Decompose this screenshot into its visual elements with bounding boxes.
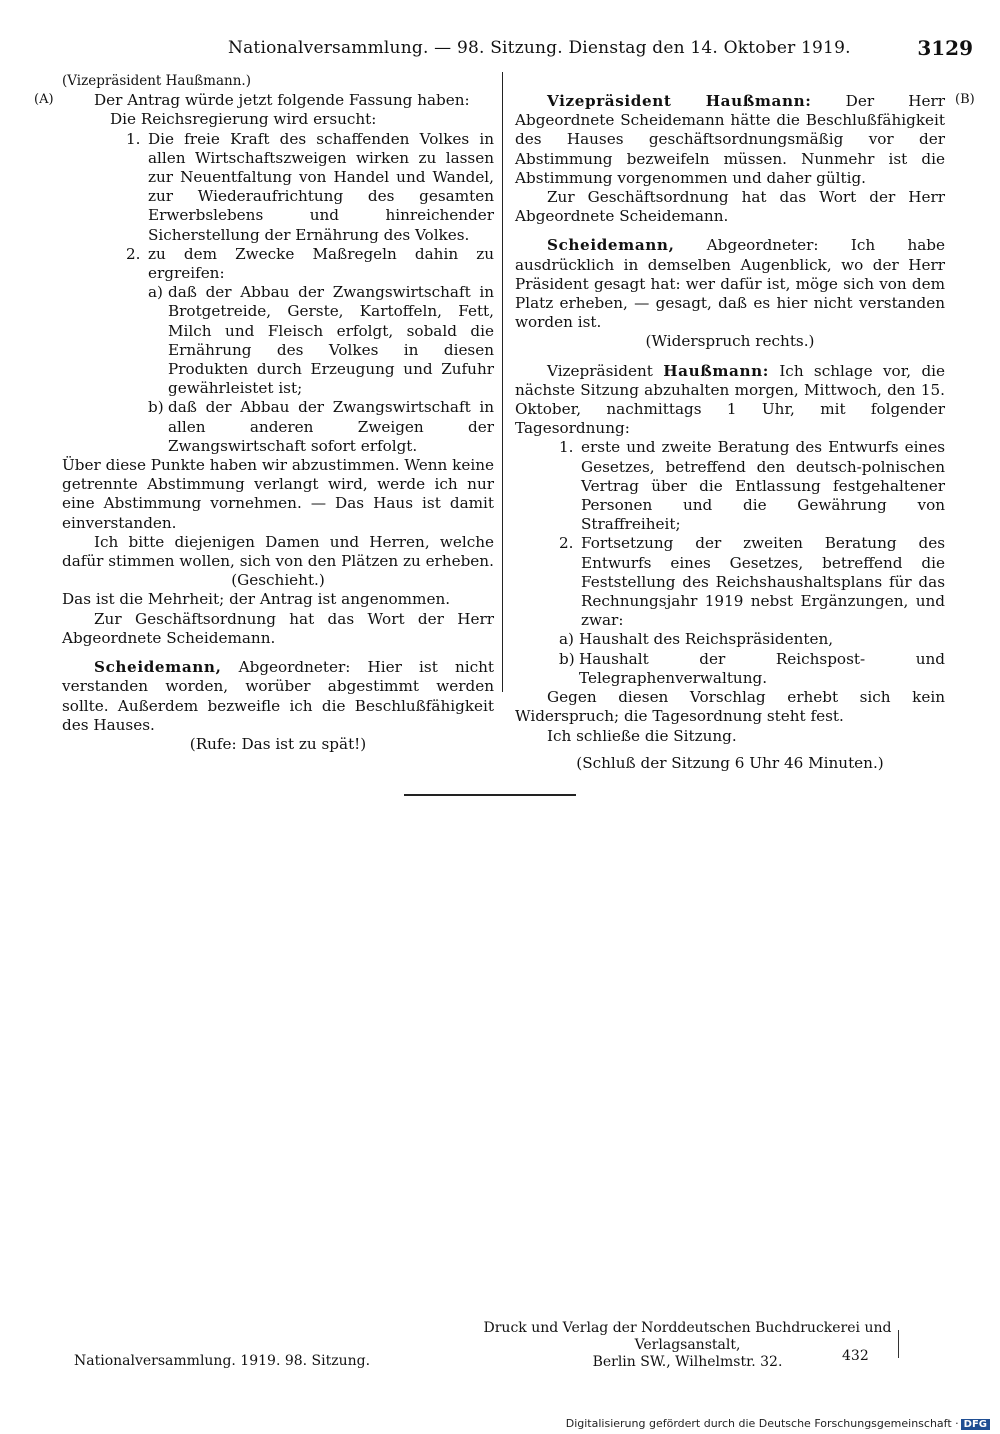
list-text: daß der Abbau der Zwangswirtschaft in allen anderen Zweigen der Zwangswirtschaft sofort erfolgt. xyxy=(168,398,494,455)
sub-list-item xyxy=(148,283,494,398)
speech-paragraph xyxy=(62,658,494,735)
list-text: erste und zweite Beratung des Entwurfs eines Gesetzes, betreffend den deutsch-polnischen Vertrag über die Entlassung festgehaltener Personen und die Gewährung von Straffreiheit; xyxy=(581,438,945,534)
speech-paragraph xyxy=(515,236,945,332)
left-column xyxy=(62,72,494,754)
list-text: Fortsetzung der zweiten Beratung des Entwurfs eines Gesetzes, betreffend die Feststellung des Reichshaushaltsplans für das Rechnungsjahr 1919 nebst Ergänzungen, und zwar: xyxy=(581,534,945,630)
list-text: Haushalt der Reichspost- und Telegraphenverwaltung. xyxy=(579,649,945,687)
imprint-line: Berlin SW., Wilhelmstr. 32. xyxy=(592,1354,783,1370)
column-divider xyxy=(502,72,503,692)
speaker-name: Haußmann: xyxy=(663,361,769,380)
list-letter: a) xyxy=(559,630,574,649)
list-number: 1. xyxy=(126,129,141,148)
margin-marker-a: (A) xyxy=(34,92,54,107)
paragraph: Über diese Punkte haben wir abzustimmen. Wenn keine getrennte Abstimmung verlangt wird, werde ich nur eine Abstimmung vornehmen. — Das Haus ist damit einverstanden. xyxy=(62,456,494,532)
list-text: zu dem Zwecke Maßregeln dahin zu ergreifen: xyxy=(148,244,494,283)
speaker-name: Scheidemann, xyxy=(547,236,675,255)
paragraph: Zur Geschäftsordnung hat das Wort der Herr Abgeordnete Scheidemann. xyxy=(62,609,494,647)
list-text: daß der Abbau der Zwangswirtschaft in Brotgetreide, Gerste, Kartoffeln, Fett, Milch und Fleisch erfolgt, sobald die Ernährung des Volkes in diesen Produkten durch Erzeugung und Zufuhr gewährleistet ist; xyxy=(168,283,494,398)
speech-text: Abgeordneter: Hier ist nicht verstanden worden, worüber abgestimmt werden sollte. Außerdem bezweifle ich die Beschlußfähigkeit des Hauses. xyxy=(62,658,494,734)
digitization-credit xyxy=(566,1417,990,1430)
list-item xyxy=(126,130,494,245)
paragraph: Gegen diesen Vorschlag erhebt sich kein Widerspruch; die Tagesordnung steht fest. xyxy=(515,688,945,726)
speaker-name: Scheidemann, xyxy=(94,658,222,677)
imprint-line: Druck und Verlag der Norddeutschen Buchdruckerei und Verlagsanstalt, xyxy=(483,1320,892,1353)
speaker-title: Vizepräsident xyxy=(547,92,672,110)
speech-text: Ich schlage vor, die nächste Sitzung abzuhalten morgen, Mittwoch, den 15. Oktober, nachmittags 1 Uhr, mit folgender Tagesordnung: xyxy=(515,361,946,438)
stage-direction: (Rufe: Das ist zu spät!) xyxy=(189,734,367,753)
agenda-item xyxy=(559,534,945,630)
agenda-item xyxy=(559,438,945,534)
dfg-logo: DFG xyxy=(961,1419,990,1430)
list-number: 1. xyxy=(559,438,574,457)
margin-tick xyxy=(898,1330,899,1358)
list-text: Die freie Kraft des schaffenden Volkes in allen Wirtschaftszweigen wirken zu lassen zur Neuentfaltung von Handel und Wandel, zur Wiederaufrichtung des gesamten Erwerbslebens und hinreichender Sicherstellung der Ernährung des Volkes. xyxy=(148,129,494,244)
paragraph: Ich schließe die Sitzung. xyxy=(547,726,737,745)
agenda-sub-item xyxy=(559,630,945,649)
speaker-title: Vizepräsident xyxy=(547,361,653,380)
page-number: 3129 xyxy=(917,36,973,60)
continued-speaker-note: (Vizepräsident Haußmann.) xyxy=(62,73,251,89)
sheet-number: 432 xyxy=(842,1348,869,1364)
paragraph: Zur Geschäftsordnung hat das Wort der Herr Abgeordnete Scheidemann. xyxy=(515,188,945,226)
right-column xyxy=(515,92,945,773)
credit-text: Digitalisierung gefördert durch die Deutsche Forschungsgemeinschaft · xyxy=(565,1417,959,1430)
speech-paragraph xyxy=(515,362,945,439)
stage-direction: (Widerspruch rechts.) xyxy=(645,332,815,351)
paragraph: Der Antrag würde jetzt folgende Fassung haben: xyxy=(94,91,470,110)
speaker-name: Haußmann: xyxy=(705,92,812,110)
paragraph: Die Reichsregierung wird ersucht: xyxy=(110,110,377,129)
list-number: 2. xyxy=(126,244,141,263)
list-letter: a) xyxy=(148,283,163,302)
list-letter: b) xyxy=(559,649,575,668)
list-text: Haushalt des Reichspräsidenten, xyxy=(579,630,834,649)
list-letter: b) xyxy=(148,398,164,417)
list-item xyxy=(126,245,494,456)
paragraph: Das ist die Mehrheit; der Antrag ist angenommen. xyxy=(62,590,451,609)
speech-text: Abgeordneter: Ich habe ausdrücklich in demselben Augenblick, wo der Herr Präsident gesagt hat: wer dafür ist, möge sich von dem Platz erheben, — gesagt, daß es hier nicht verstanden worden ist. xyxy=(515,236,945,332)
sub-list-item xyxy=(148,398,494,456)
stage-direction: (Geschieht.) xyxy=(231,571,325,590)
footer-signature: Nationalversammlung. 1919. 98. Sitzung. xyxy=(74,1353,371,1369)
paragraph: Ich bitte diejenigen Damen und Herren, welche dafür stimmen wollen, sich von den Plätzen zu erheben. xyxy=(62,532,494,571)
agenda-sub-item xyxy=(559,650,945,688)
running-title: Nationalversammlung. — 98. Sitzung. Dienstag den 14. Oktober 1919. xyxy=(228,38,851,58)
margin-marker-b: (B) xyxy=(955,92,975,107)
list-number: 2. xyxy=(559,534,574,553)
speech-text: Der Herr Abgeordnete Scheidemann hätte die Beschlußfähigkeit des Hauses geschäftsordnungsmäßig vor der Abstimmung bezweifeln müssen. Nunmehr ist die Abstimmung vorgenommen und daher gültig. xyxy=(515,92,946,187)
end-rule xyxy=(404,794,576,796)
closing-note: (Schluß der Sitzung 6 Uhr 46 Minuten.) xyxy=(576,753,884,772)
running-header xyxy=(0,38,1000,68)
speech-paragraph xyxy=(515,92,945,188)
